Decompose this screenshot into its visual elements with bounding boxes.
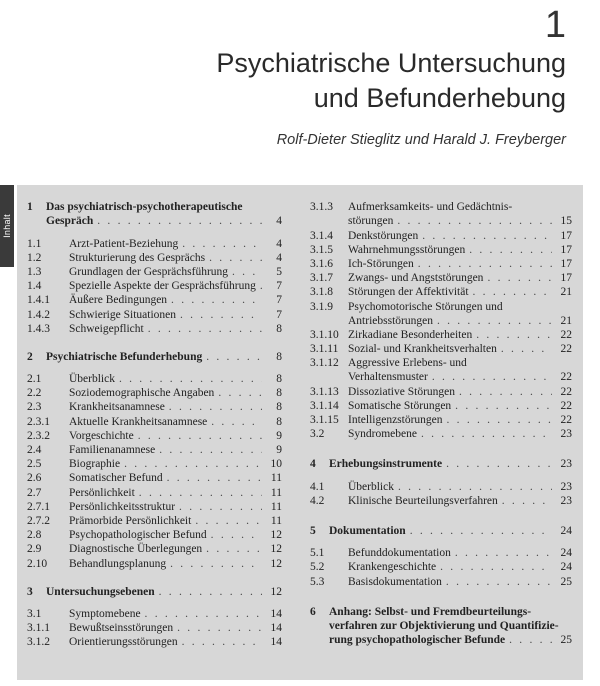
toc-entry-label: Denkstörungen <box>348 229 419 242</box>
toc-entry-label: Wahrnehmungsstörungen <box>348 243 466 256</box>
toc-entry-page: 8 <box>276 322 282 335</box>
leader-dots <box>502 494 552 508</box>
toc-entry-label: Soziodemographische Angaben <box>69 387 215 400</box>
toc-entry-page: 7 <box>276 308 282 321</box>
toc-entry-number: 4.2 <box>310 494 325 507</box>
toc-entry-number: 2.5 <box>27 458 42 471</box>
toc-entry-label: Überblick <box>348 480 394 493</box>
toc-entry-label: Klinische Beurteilungsverfahren <box>348 494 498 507</box>
chapter-title-line1: Psychiatrische Untersuchung <box>216 48 566 78</box>
toc-entry-label: Strukturierung des Gesprächs <box>69 251 206 264</box>
leader-dots <box>422 229 552 243</box>
toc-entry-page: 21 <box>560 286 572 299</box>
toc-entry-label: Behandlungsplanung <box>69 557 167 570</box>
toc-entry-label: Grundlagen der Gesprächsführung <box>69 265 229 278</box>
toc-entry[interactable] <box>310 546 572 560</box>
toc-entry-number: 2.10 <box>27 557 48 570</box>
toc-entry-label: Somatische Störungen <box>348 399 452 412</box>
toc-entry-label: Krankheitsanamnese <box>69 401 165 414</box>
leader-dots <box>232 265 262 279</box>
toc-section-3[interactable]: 3 Untersuchungsebenen . . . 12 <box>27 585 282 599</box>
leader-dots <box>182 635 262 649</box>
toc-section-6-cont[interactable]: rung psychopathologischer Befunde . . . 25 <box>310 633 572 647</box>
toc-entry-number: 1.1 <box>27 237 42 250</box>
toc-entry-number: 3.1 <box>27 607 42 620</box>
toc-entry-label: Biographie <box>69 458 121 471</box>
toc-entry-number: 3.1.14 <box>310 399 339 412</box>
toc-entry-number: 3.1.15 <box>310 414 339 426</box>
toc-entry-page: 23 <box>560 494 572 507</box>
toc-entry[interactable] <box>27 386 282 400</box>
toc-entry-label: Bewußtseinsstörungen <box>69 622 174 635</box>
toc-entry-number: 1.3 <box>27 265 42 278</box>
chapter-number: 1 <box>544 4 566 46</box>
leader-dots <box>148 322 262 336</box>
side-tab <box>0 185 14 267</box>
toc-entry-page: 17 <box>560 243 572 256</box>
toc-entry[interactable] <box>310 384 572 398</box>
toc-entry-number: 3.1.11 <box>310 343 339 356</box>
toc-entry[interactable] <box>27 485 282 499</box>
toc-entry-page: 14 <box>270 622 282 635</box>
toc-entry-number: 1.4.2 <box>27 308 50 321</box>
toc-entry-number: 4.1 <box>310 480 325 493</box>
toc-entry-number: 2.3.2 <box>27 429 50 442</box>
leader-dots <box>138 429 262 443</box>
toc-entry-label: Basisdokumentation <box>348 575 442 588</box>
toc-entry[interactable] <box>310 560 572 574</box>
toc-section-4[interactable]: 4 Erhebungsinstrumente . . . 23 <box>310 457 572 471</box>
toc-entry[interactable] <box>27 500 282 514</box>
toc-entry-label: Somatischer Befund <box>69 472 163 485</box>
toc-entry-page: 17 <box>560 272 572 285</box>
leader-dots <box>447 413 552 427</box>
leader-dots <box>209 251 262 265</box>
toc-entry-page: 8 <box>276 387 282 400</box>
leader-dots <box>487 271 552 285</box>
toc-entry-label: Aktuelle Krankheitsanamnese <box>69 415 208 428</box>
toc-entry-label: Syndromebene <box>348 428 417 441</box>
toc-entry[interactable] <box>27 528 282 542</box>
toc-entry-page: 9 <box>276 444 282 456</box>
toc-entry-cont[interactable]: störungen . . . 15 <box>310 214 572 228</box>
toc-entry-label: Vorgeschichte <box>69 429 134 442</box>
toc-section-5[interactable]: 5 Dokumentation . . . 24 <box>310 524 572 538</box>
toc-entry-label: Diagnostische Überlegungen <box>69 543 203 556</box>
leader-dots <box>501 342 552 356</box>
toc-entry-page: 11 <box>270 500 282 513</box>
leader-dots <box>206 542 262 556</box>
toc-entry[interactable] <box>27 236 282 250</box>
toc-entry[interactable]: 3.1.3 Aufmerksamkeits- und Gedächtnis- <box>310 201 513 214</box>
toc-section-1[interactable]: 1 Das psychiatrisch-psychotherapeutische <box>27 201 243 214</box>
toc-entry-label: Symptomebene <box>69 607 141 620</box>
toc-entry[interactable] <box>27 514 282 528</box>
toc-entry-label: Orientierungsstörungen <box>69 636 178 649</box>
toc-entry-number: 3.1.7 <box>310 272 333 285</box>
toc-entry[interactable] <box>27 293 282 307</box>
toc-entry[interactable] <box>27 621 282 635</box>
toc-entry-cont[interactable]: Antriebsstörungen . . . 21 <box>310 314 572 328</box>
leader-dots <box>171 293 262 307</box>
toc-entry[interactable] <box>27 279 282 293</box>
toc-entry[interactable] <box>27 607 282 621</box>
toc-entry-label: Äußere Bedingungen <box>69 294 168 307</box>
toc-entry-page: 17 <box>560 257 572 270</box>
toc-section-6[interactable]: 6 Anhang: Selbst- und Fremdbeurteilungs- <box>310 605 532 618</box>
toc-section-1-cont[interactable]: Gespräch . . . 4 <box>27 214 282 228</box>
chapter-title <box>216 46 566 116</box>
toc-entry-label: Arzt-Patient-Beziehung <box>69 237 179 250</box>
toc-entry[interactable] <box>27 635 282 649</box>
toc-entry-page: 7 <box>276 294 282 307</box>
toc-entry[interactable] <box>310 413 572 427</box>
toc-entry[interactable] <box>27 322 282 336</box>
leader-dots <box>418 257 552 271</box>
toc-entry-number: 5.2 <box>310 561 325 574</box>
toc-entry[interactable] <box>27 400 282 414</box>
leader-dots <box>459 385 552 399</box>
leader-dots <box>169 400 262 414</box>
toc-entry-label: Spezielle Aspekte der Gesprächsführung <box>69 280 256 293</box>
leader-dots <box>218 386 262 400</box>
toc-entry[interactable] <box>310 228 572 242</box>
toc-entry-page: 4 <box>276 237 282 250</box>
toc-entry-label: Zirkadiane Besonderheiten <box>348 328 473 341</box>
toc-entry-number: 2.7.1 <box>27 500 50 513</box>
toc-entry-number: 1.4.1 <box>27 294 50 307</box>
toc-left-column <box>27 200 282 649</box>
leader-dots <box>440 560 552 574</box>
toc-entry-number: 2.6 <box>27 472 42 485</box>
toc-entry[interactable] <box>310 328 572 342</box>
toc-entry-page: 24 <box>560 547 572 560</box>
toc-entry-page: 22 <box>560 343 572 356</box>
toc-entry[interactable] <box>27 265 282 279</box>
toc-entry[interactable] <box>27 307 282 321</box>
toc-entry-number: 3.1.4 <box>310 229 333 242</box>
toc-entry-label: Familienanamnese <box>69 444 156 456</box>
toc-entry-label: Intelligenzstörungen <box>348 414 443 426</box>
toc-entry-number: 5.1 <box>310 547 325 560</box>
leader-dots <box>195 514 262 528</box>
leader-dots <box>177 621 262 635</box>
toc-entry-number: 5.3 <box>310 575 325 588</box>
leader-dots <box>167 471 262 485</box>
toc-entry-label: Befunddokumentation <box>348 547 451 560</box>
toc-entry[interactable] <box>27 457 282 471</box>
toc-entry-label: Prämorbide Persönlichkeit <box>69 514 192 527</box>
toc-entry[interactable] <box>310 285 572 299</box>
toc-entry-number: 1.4.3 <box>27 322 50 335</box>
leader-dots <box>159 443 262 457</box>
side-tab-label: Inhalt <box>2 214 12 238</box>
toc-entry-page: 8 <box>276 373 282 386</box>
toc-entry-cont[interactable]: Verhaltensmuster . . . 22 <box>310 370 572 384</box>
toc-entry-page: 14 <box>270 636 282 649</box>
toc-entry-page: 11 <box>270 514 282 527</box>
toc-section-6-cont[interactable]: verfahren zur Objektivierung und Quantifizie- <box>329 619 559 632</box>
toc-right-column <box>310 200 572 647</box>
toc-entry-label: Schweigepflicht <box>69 322 144 335</box>
toc-entry-page: 22 <box>560 399 572 412</box>
leader-dots <box>211 528 262 542</box>
toc-entry[interactable] <box>310 243 572 257</box>
toc-entry-page: 22 <box>560 385 572 398</box>
toc-entry-number: 2.4 <box>27 444 42 456</box>
toc-entry-number: 3.1.6 <box>310 257 333 270</box>
toc-entry-number: 3.1.1 <box>27 622 50 635</box>
toc-entry-page: 7 <box>276 280 282 293</box>
leader-dots <box>145 607 262 621</box>
toc-entry[interactable]: 3.1.9 Psychomotorische Störungen und <box>310 300 503 313</box>
toc-entry-number: 1.2 <box>27 251 42 264</box>
toc-entry-label: Persönlichkeitsstruktur <box>69 500 176 513</box>
leader-dots <box>139 486 262 500</box>
toc-section-2[interactable]: 2 Psychiatrische Befunderhebung . . . 8 <box>27 350 282 364</box>
toc-entry-page: 11 <box>270 472 282 485</box>
leader-dots <box>473 285 552 299</box>
authors: Rolf-Dieter Stieglitz und Harald J. Freyberger <box>276 132 566 148</box>
toc-entry-number: 1.4 <box>27 280 42 293</box>
toc-entry-number: 2.7.2 <box>27 514 50 527</box>
toc-entry-page: 11 <box>270 486 282 499</box>
toc-entry-number: 3.2 <box>310 428 325 441</box>
toc-entry-number: 3.1.13 <box>310 385 339 398</box>
toc-entry[interactable] <box>310 257 572 271</box>
toc-entry-number: 2.1 <box>27 373 42 386</box>
toc-entry-number: 2.8 <box>27 529 42 542</box>
toc-entry-label: Dissoziative Störungen <box>348 385 455 398</box>
toc-entry-page: 8 <box>276 415 282 428</box>
toc-entry[interactable] <box>27 429 282 443</box>
toc-entry[interactable] <box>310 271 572 285</box>
leader-dots <box>446 575 552 589</box>
toc-entry-page: 12 <box>270 529 282 542</box>
leader-dots <box>124 457 262 471</box>
toc-entry-label: Schwierige Situationen <box>69 308 176 321</box>
toc-entry-page: 24 <box>560 561 572 574</box>
toc-entry-label: Krankengeschichte <box>348 561 437 574</box>
toc-entry-page: 14 <box>270 607 282 620</box>
toc-entry[interactable] <box>310 574 572 588</box>
toc-entry[interactable] <box>27 542 282 556</box>
toc-entry-label: Ich-Störungen <box>348 257 414 270</box>
leader-dots <box>119 372 262 386</box>
toc-entry[interactable] <box>27 372 282 386</box>
leader-dots <box>455 399 552 413</box>
toc-entry[interactable] <box>27 556 282 570</box>
toc-entry-page: 5 <box>276 265 282 278</box>
toc-entry-label: Persönlichkeit <box>69 486 135 499</box>
toc-entry-label: Überblick <box>69 373 115 386</box>
toc-entry-page: 17 <box>560 229 572 242</box>
toc-entry[interactable] <box>27 471 282 485</box>
toc-entry[interactable] <box>27 443 282 457</box>
toc-entry[interactable]: 3.1.12 Aggressive Erlebens- und <box>310 357 467 370</box>
leader-dots <box>260 279 262 293</box>
toc-entry-number: 3.1.5 <box>310 243 333 256</box>
toc-entry-page: 8 <box>276 401 282 414</box>
toc-entry-page: 22 <box>560 414 572 426</box>
toc-entry[interactable] <box>27 251 282 265</box>
leader-dots <box>179 500 262 514</box>
toc-entry[interactable] <box>310 494 572 508</box>
toc-entry-page: 12 <box>270 557 282 570</box>
toc-entry-number: 2.3.1 <box>27 415 50 428</box>
toc-entry-page: 23 <box>560 428 572 441</box>
leader-dots <box>182 237 262 251</box>
leader-dots <box>455 546 552 560</box>
leader-dots <box>421 427 552 441</box>
toc-entry-page: 25 <box>560 575 572 588</box>
leader-dots <box>170 557 262 571</box>
toc-entry-number: 3.1.2 <box>27 636 50 649</box>
toc-entry-page: 22 <box>560 328 572 341</box>
toc-entry-number: 2.2 <box>27 387 42 400</box>
chapter-title-line2: und Befunderhebung <box>313 83 566 113</box>
leader-dots <box>180 308 262 322</box>
toc-entry[interactable] <box>27 414 282 428</box>
toc-entry-number: 2.7 <box>27 486 42 499</box>
leader-dots <box>469 243 552 257</box>
toc-entry-page: 12 <box>270 543 282 556</box>
toc-entry-label: Psychopathologischer Befund <box>69 529 207 542</box>
leader-dots <box>398 480 552 494</box>
leader-dots <box>211 415 262 429</box>
toc-entry-page: 23 <box>560 480 572 493</box>
toc-entry-number: 2.3 <box>27 401 42 414</box>
toc-entry[interactable] <box>310 427 572 441</box>
toc-entry[interactable] <box>310 342 572 356</box>
toc-entry-page: 9 <box>276 429 282 442</box>
toc-entry-page: 4 <box>276 251 282 264</box>
toc-entry-label: Zwangs- und Angststörungen <box>348 272 484 285</box>
toc-entry-label: Sozial- und Krankheitsverhalten <box>348 343 497 356</box>
toc-entry[interactable] <box>310 399 572 413</box>
toc-entry-number: 3.1.10 <box>310 328 339 341</box>
leader-dots <box>476 328 552 342</box>
toc-entry-page: 10 <box>270 458 282 471</box>
toc-entry-number: 3.1.8 <box>310 286 333 299</box>
toc-entry[interactable] <box>310 479 572 493</box>
toc-entry-number: 2.9 <box>27 543 42 556</box>
toc-entry-label: Störungen der Affektivität <box>348 286 469 299</box>
